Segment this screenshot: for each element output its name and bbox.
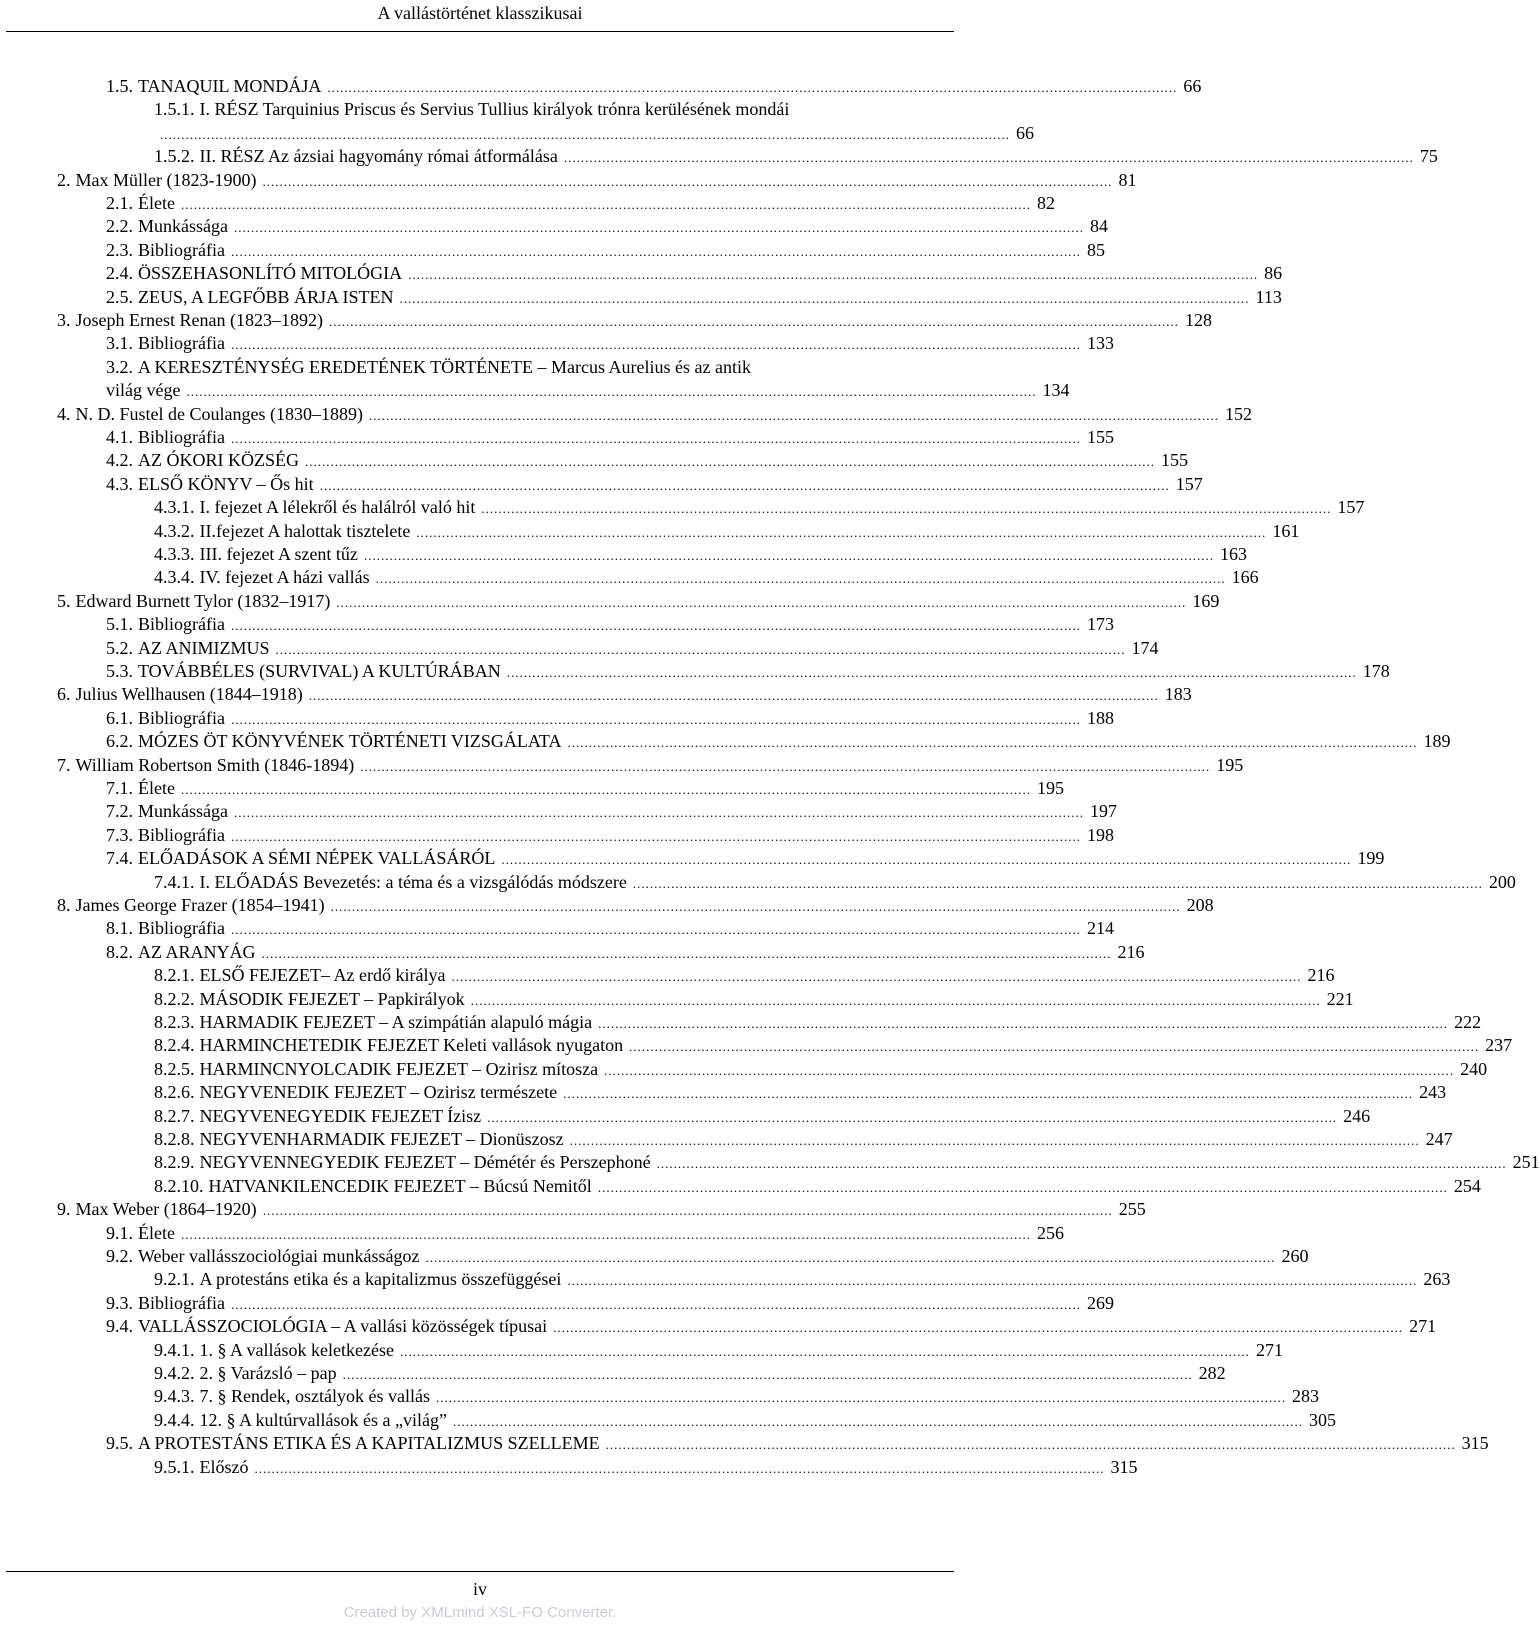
toc-dot-leader: ........................................................................................................................................................................................................ bbox=[604, 1063, 1455, 1078]
toc-entry-number: 2.1. bbox=[106, 193, 133, 213]
toc-entry-page: 82 bbox=[1036, 193, 1055, 213]
toc-entry[interactable] bbox=[154, 121, 1034, 145]
toc-entry-page: 246 bbox=[1343, 1106, 1371, 1126]
toc-dot-leader: ........................................................................................................................................................................................................ bbox=[363, 548, 1214, 563]
toc-entry[interactable] bbox=[57, 1197, 1146, 1221]
toc-entry-title: NEGYVENEDIK FEJEZET – Ozirisz természete bbox=[199, 1082, 558, 1102]
toc-dot-leader: ........................................................................................................................................................................................................ bbox=[598, 1016, 1449, 1031]
toc-entry-number: 7.2. bbox=[106, 801, 133, 821]
toc-entry-page: 240 bbox=[1460, 1059, 1488, 1079]
toc-entry[interactable] bbox=[57, 682, 1192, 706]
toc-entry[interactable] bbox=[154, 1455, 1138, 1479]
page-number: iv bbox=[472, 1579, 487, 1599]
toc-entry-number: 9.1. bbox=[106, 1223, 133, 1243]
toc-entry-title: AZ ANIMIZMUS bbox=[138, 638, 270, 658]
toc-entry[interactable] bbox=[57, 589, 1220, 613]
toc-entry-page: 260 bbox=[1281, 1246, 1309, 1266]
toc-entry-number: 8.2. bbox=[106, 942, 133, 962]
toc-entry-title: 1. § A vallások keletkezése bbox=[199, 1340, 394, 1360]
toc-entry-number: 4. bbox=[57, 404, 71, 424]
toc-entry-number: 1.5.1. bbox=[154, 99, 195, 119]
toc-entry[interactable] bbox=[106, 378, 1070, 402]
toc-dot-leader: ........................................................................................................................................................................................................ bbox=[416, 525, 1267, 540]
toc-entry-number: 2.5. bbox=[106, 287, 133, 307]
toc-entry-title: Bibliográfia bbox=[138, 825, 225, 845]
toc-entry-number: 7.1. bbox=[106, 778, 133, 798]
toc-dot-leader: ........................................................................................................................................................................................................ bbox=[399, 1344, 1250, 1359]
toc-entry-number: 8.2.6. bbox=[154, 1082, 195, 1102]
toc-dot-leader: ........................................................................................................................................................................................................ bbox=[487, 1110, 1338, 1125]
toc-entry-number: 5.2. bbox=[106, 638, 133, 658]
toc-entry-title: Munkássága bbox=[138, 216, 228, 236]
toc-dot-leader: ........................................................................................................................................................................................................ bbox=[160, 127, 1010, 142]
toc-entry-page: 155 bbox=[1086, 427, 1114, 447]
toc-entry-page: 263 bbox=[1423, 1269, 1451, 1289]
toc-entry-title: AZ ARANYÁG bbox=[138, 942, 256, 962]
toc-entry[interactable] bbox=[106, 448, 1188, 472]
toc-entry[interactable] bbox=[154, 870, 1516, 894]
toc-entry-page: 157 bbox=[1337, 497, 1365, 517]
toc-entry[interactable] bbox=[106, 1291, 1114, 1315]
toc-dot-leader: ........................................................................................................................................................................................................ bbox=[569, 1133, 1420, 1148]
toc-entry-title: Weber vallásszociológiai munkásságoz bbox=[138, 1246, 420, 1266]
toc-entry-title: VALLÁSSZOCIOLÓGIA – A vallási közösségek típusai bbox=[138, 1316, 548, 1336]
toc-entry-title: II. RÉSZ Az ázsiai hagyomány római átformálása bbox=[199, 146, 558, 166]
toc-dot-leader: ........................................................................................................................................................................................................ bbox=[233, 220, 1084, 235]
toc-entry[interactable] bbox=[154, 1384, 1319, 1408]
toc-entry[interactable] bbox=[106, 425, 1114, 449]
toc-entry-title: Bibliográfia bbox=[138, 708, 225, 728]
toc-entry-page: 200 bbox=[1488, 872, 1516, 892]
toc-entry[interactable] bbox=[106, 214, 1108, 238]
toc-entry[interactable] bbox=[154, 144, 1438, 168]
toc-entry-page: 254 bbox=[1453, 1176, 1481, 1196]
toc-entry-number: 5.1. bbox=[106, 614, 133, 634]
toc-entry-number: 9.2. bbox=[106, 1246, 133, 1266]
toc-entry-title: William Robertson Smith (1846-1894) bbox=[75, 755, 355, 775]
toc-entry-number: 9.5.1. bbox=[154, 1457, 195, 1477]
toc-entry-page: 282 bbox=[1198, 1363, 1226, 1383]
toc-dot-leader: ........................................................................................................................................................................................................ bbox=[261, 946, 1112, 961]
toc-entry-page: 256 bbox=[1036, 1223, 1064, 1243]
toc-entry-page: 198 bbox=[1086, 825, 1114, 845]
toc-dot-leader: ........................................................................................................................................................................................................ bbox=[230, 712, 1081, 727]
toc-dot-leader: ........................................................................................................................................................................................................ bbox=[230, 829, 1081, 844]
toc-dot-leader: ........................................................................................................................................................................................................ bbox=[230, 337, 1081, 352]
toc-dot-leader: ........................................................................................................................................................................................................ bbox=[233, 805, 1084, 820]
toc-entry-number: 4.2. bbox=[106, 450, 133, 470]
toc-dot-leader: ........................................................................................................................................................................................................ bbox=[656, 1156, 1507, 1171]
toc-dot-leader: ........................................................................................................................................................................................................ bbox=[262, 174, 1113, 189]
toc-entry-page: 222 bbox=[1454, 1012, 1482, 1032]
toc-entry-title: A KERESZTÉNYSÉG EREDETÉNEK TÖRTÉNETE – Marcus Aurelius és az antik bbox=[138, 357, 751, 377]
toc-entry-page: 255 bbox=[1118, 1199, 1146, 1219]
toc-dot-leader: ........................................................................................................................................................................................................ bbox=[605, 1437, 1456, 1452]
toc-entry[interactable] bbox=[106, 355, 864, 379]
toc-entry-title: HARMADIK FEJEZET – A szimpátián alapuló mágia bbox=[199, 1012, 593, 1032]
generator-credit: Created by XMLmind XSL-FO Converter. bbox=[343, 1604, 617, 1621]
toc-entry[interactable] bbox=[154, 519, 1300, 543]
toc-dot-leader: ........................................................................................................................................................................................................ bbox=[629, 1039, 1480, 1054]
toc-entry-number: 1.5. bbox=[106, 76, 133, 96]
toc-entry-number: 4.1. bbox=[106, 427, 133, 447]
toc-dot-leader: ........................................................................................................................................................................................................ bbox=[328, 314, 1179, 329]
toc-entry[interactable] bbox=[154, 1127, 1453, 1151]
toc-dot-leader: ........................................................................................................................................................................................................ bbox=[186, 384, 1037, 399]
toc-entry-title: Előszó bbox=[199, 1457, 249, 1477]
toc-entry-title: Edward Burnett Tylor (1832–1917) bbox=[75, 591, 331, 611]
toc-entry-title: Bibliográfia bbox=[138, 333, 225, 353]
toc-entry-page: 81 bbox=[1118, 170, 1137, 190]
toc-entry-title: világ vége bbox=[106, 380, 181, 400]
toc-dot-leader: ........................................................................................................................................................................................................ bbox=[275, 642, 1126, 657]
toc-entry-title: NEGYVENHARMADIK FEJEZET – Dionüszosz bbox=[199, 1129, 564, 1149]
toc-entry-number: 9.4. bbox=[106, 1316, 133, 1336]
toc-entry-title: I. fejezet A lélekről és halálról való hit bbox=[199, 497, 476, 517]
toc-dot-leader: ........................................................................................................................................................................................................ bbox=[308, 688, 1159, 703]
toc-dot-leader: ........................................................................................................................................................................................................ bbox=[180, 1227, 1031, 1242]
toc-entry-number: 8.2.9. bbox=[154, 1152, 195, 1172]
toc-dot-leader: ........................................................................................................................................................................................................ bbox=[501, 852, 1352, 867]
toc-entry-title: Joseph Ernest Renan (1823–1892) bbox=[75, 310, 323, 330]
toc-entry[interactable] bbox=[154, 1010, 1482, 1034]
toc-entry-number: 8.2.10. bbox=[154, 1176, 204, 1196]
toc-entry[interactable] bbox=[57, 893, 1214, 917]
toc-entry-number: 8.2.4. bbox=[154, 1035, 195, 1055]
toc-entry[interactable] bbox=[154, 1057, 1488, 1081]
toc-dot-leader: ........................................................................................................................................................................................................ bbox=[230, 244, 1081, 259]
toc-entry[interactable] bbox=[106, 1314, 1437, 1338]
toc-entry[interactable] bbox=[154, 1174, 1481, 1198]
toc-entry-page: 195 bbox=[1036, 778, 1064, 798]
toc-entry[interactable] bbox=[154, 565, 1259, 589]
toc-entry-number: 2.4. bbox=[106, 263, 133, 283]
toc-entry-number: 7.4. bbox=[106, 848, 133, 868]
toc-entry[interactable] bbox=[106, 74, 1202, 98]
toc-entry-page: 155 bbox=[1161, 450, 1188, 470]
toc-entry-title: Bibliográfia bbox=[138, 240, 225, 260]
toc-dot-leader: ........................................................................................................................................................................................................ bbox=[567, 735, 1418, 750]
toc-entry[interactable] bbox=[106, 729, 1451, 753]
running-header bbox=[0, 0, 960, 31]
toc-dot-leader: ........................................................................................................................................................................................................ bbox=[305, 454, 1155, 469]
toc-entry-number: 3.1. bbox=[106, 333, 133, 353]
toc-entry-title: 2. § Varázsló – pap bbox=[199, 1363, 337, 1383]
toc-entry-page: 133 bbox=[1086, 333, 1114, 353]
toc-entry-page: 134 bbox=[1042, 380, 1070, 400]
toc-entry-number: 6.2. bbox=[106, 731, 133, 751]
toc-entry-title: III. fejezet A szent tűz bbox=[199, 544, 358, 564]
toc-entry[interactable] bbox=[57, 753, 1244, 777]
toc-entry[interactable] bbox=[106, 331, 1114, 355]
toc-entry[interactable] bbox=[154, 987, 1354, 1011]
toc-entry-number: 5. bbox=[57, 591, 71, 611]
toc-entry-page: 189 bbox=[1423, 731, 1451, 751]
toc-dot-leader: ........................................................................................................................................................................................................ bbox=[180, 197, 1031, 212]
toc-entry-title: TOVÁBBÉLES (SURVIVAL) A KULTÚRÁBAN bbox=[138, 661, 501, 681]
toc-entry[interactable] bbox=[106, 285, 1282, 309]
toc-entry-number: 9.2.1. bbox=[154, 1269, 195, 1289]
toc-entry[interactable] bbox=[154, 542, 1247, 566]
toc-dot-leader: ........................................................................................................................................................................................................ bbox=[330, 899, 1181, 914]
toc-entry-number: 4.3.3. bbox=[154, 544, 195, 564]
toc-entry-page: 85 bbox=[1086, 240, 1105, 260]
toc-dot-leader: ........................................................................................................................................................................................................ bbox=[327, 80, 1178, 95]
toc-entry-page: 178 bbox=[1362, 661, 1390, 681]
toc-entry-title: Bibliográfia bbox=[138, 918, 225, 938]
toc-entry-page: 173 bbox=[1086, 614, 1114, 634]
toc-entry[interactable] bbox=[154, 1033, 1513, 1057]
toc-entry-title: Bibliográfia bbox=[138, 614, 225, 634]
toc-entry-number: 4.3.2. bbox=[154, 521, 195, 541]
toc-entry-number: 8.2.3. bbox=[154, 1012, 195, 1032]
toc-entry-page: 197 bbox=[1089, 801, 1117, 821]
toc-entry-page: 195 bbox=[1216, 755, 1244, 775]
toc-dot-leader: ........................................................................................................................................................................................................ bbox=[375, 571, 1226, 586]
toc-entry-page: 216 bbox=[1117, 942, 1145, 962]
toc-entry-title: Élete bbox=[138, 1223, 175, 1243]
toc-entry[interactable] bbox=[106, 191, 1055, 215]
toc-entry[interactable] bbox=[154, 495, 1365, 519]
toc-entry-title: IV. fejezet A házi vallás bbox=[199, 567, 370, 587]
toc-entry-title: N. D. Fustel de Coulanges (1830–1889) bbox=[75, 404, 363, 424]
toc-entry-number: 9.4.4. bbox=[154, 1410, 195, 1430]
toc-entry-number: 9.4.1. bbox=[154, 1340, 195, 1360]
toc-entry-title: I. ELŐADÁS Bevezetés: a téma és a vizsgálódás módszere bbox=[199, 872, 627, 892]
toc-entry-page: 243 bbox=[1419, 1082, 1447, 1102]
toc-entry[interactable] bbox=[106, 1244, 1309, 1268]
toc-entry-title: HATVANKILENCEDIK FEJEZET – Búcsú Nemitől bbox=[208, 1176, 592, 1196]
toc-entry-title: HARMINCNYOLCADIK FEJEZET – Ozirisz mítosza bbox=[199, 1059, 599, 1079]
toc-entry-number: 4.3.4. bbox=[154, 567, 195, 587]
toc-dot-leader: ........................................................................................................................................................................................................ bbox=[425, 1250, 1276, 1265]
toc-entry-title: Max Weber (1864–1920) bbox=[75, 1199, 257, 1219]
toc-entry-title: Élete bbox=[138, 778, 175, 798]
toc-entry[interactable] bbox=[106, 823, 1114, 847]
toc-entry[interactable] bbox=[106, 799, 1117, 823]
toc-entry[interactable] bbox=[154, 1104, 1371, 1128]
toc-entry[interactable] bbox=[106, 1431, 1489, 1455]
toc-entry-page: 169 bbox=[1192, 591, 1220, 611]
toc-entry-title: 12. § A kultúrvallások és a „világ” bbox=[199, 1410, 447, 1430]
toc-dot-leader: ........................................................................................................................................................................................................ bbox=[230, 1297, 1081, 1312]
toc-entry-page: 214 bbox=[1086, 918, 1114, 938]
toc-dot-leader: ........................................................................................................................................................................................................ bbox=[451, 969, 1302, 984]
toc-entry-page: 315 bbox=[1110, 1457, 1138, 1477]
toc-dot-leader: ........................................................................................................................................................................................................ bbox=[342, 1367, 1193, 1382]
toc-entry-number: 2. bbox=[57, 170, 71, 190]
toc-dot-leader: ........................................................................................................................................................................................................ bbox=[336, 595, 1187, 610]
toc-dot-leader: ........................................................................................................................................................................................................ bbox=[452, 1414, 1303, 1429]
toc-entry-title: AZ ÓKORI KÖZSÉG bbox=[138, 450, 299, 470]
toc-entry[interactable] bbox=[106, 612, 1114, 636]
toc-entry-page: 128 bbox=[1184, 310, 1212, 330]
toc-entry-number: 9.4.2. bbox=[154, 1363, 195, 1383]
toc-entry-number: 4.3.1. bbox=[154, 497, 195, 517]
toc-entry-page: 216 bbox=[1307, 965, 1335, 985]
toc-entry-page: 283 bbox=[1291, 1386, 1319, 1406]
toc-dot-leader: ........................................................................................................................................................................................................ bbox=[230, 618, 1081, 633]
toc-entry-page: 152 bbox=[1224, 404, 1252, 424]
toc-entry-page: 251 bbox=[1512, 1152, 1540, 1172]
toc-dot-leader: ........................................................................................................................................................................................................ bbox=[368, 408, 1219, 423]
toc-entry-number: 7. bbox=[57, 755, 71, 775]
toc-entry[interactable] bbox=[154, 1361, 1226, 1385]
toc-entry-title: ELŐADÁSOK A SÉMI NÉPEK VALLÁSÁRÓL bbox=[138, 848, 496, 868]
toc-entry-title: Max Müller (1823-1900) bbox=[75, 170, 257, 190]
toc-entry[interactable] bbox=[57, 308, 1212, 332]
toc-entry-number: 2.2. bbox=[106, 216, 133, 236]
toc-entry-page: 305 bbox=[1308, 1410, 1336, 1430]
toc-dot-leader: ........................................................................................................................................................................................................ bbox=[230, 431, 1081, 446]
toc-entry-page: 315 bbox=[1461, 1433, 1489, 1453]
toc-entry-page: 221 bbox=[1326, 989, 1354, 1009]
toc-entry[interactable] bbox=[106, 636, 1159, 660]
toc-dot-leader: ........................................................................................................................................................................................................ bbox=[481, 501, 1332, 516]
toc-entry-page: 66 bbox=[1183, 76, 1202, 96]
toc-entry-page: 271 bbox=[1255, 1340, 1283, 1360]
toc-entry[interactable] bbox=[106, 1221, 1064, 1245]
toc-entry[interactable] bbox=[154, 1150, 1540, 1174]
toc-entry-number: 4.3. bbox=[106, 474, 133, 494]
toc-dot-leader: ........................................................................................................................................................................................................ bbox=[408, 267, 1259, 282]
toc-entry[interactable] bbox=[106, 940, 1145, 964]
toc-entry-title: ÖSSZEHASONLÍTÓ MITOLÓGIA bbox=[138, 263, 403, 283]
toc-entry-number: 8.2.5. bbox=[154, 1059, 195, 1079]
footer-divider bbox=[6, 1571, 954, 1572]
toc-entry[interactable] bbox=[154, 1080, 1447, 1104]
toc-entry-title: ELSŐ FEJEZET– Az erdő királya bbox=[199, 965, 446, 985]
toc-entry-page: 84 bbox=[1089, 216, 1108, 236]
toc-entry-page: 271 bbox=[1409, 1316, 1437, 1336]
toc-entry-page: 188 bbox=[1086, 708, 1114, 728]
toc-dot-leader: ........................................................................................................................................................................................................ bbox=[597, 1180, 1448, 1195]
toc-entry-title: ELSŐ KÖNYV – Ős hit bbox=[138, 474, 314, 494]
toc-entry-title: HARMINCHETEDIK FEJEZET Keleti vallások nyugaton bbox=[199, 1035, 624, 1055]
toc-dot-leader: ........................................................................................................................................................................................................ bbox=[563, 150, 1414, 165]
toc-entry-number: 9.3. bbox=[106, 1293, 133, 1313]
toc-entry-title: Munkássága bbox=[138, 801, 228, 821]
toc-entry-number: 7.4.1. bbox=[154, 872, 195, 892]
toc-dot-leader: ........................................................................................................................................................................................................ bbox=[553, 1320, 1404, 1335]
toc-entry[interactable] bbox=[106, 706, 1114, 730]
toc-entry-number: 5.3. bbox=[106, 661, 133, 681]
toc-dot-leader: ........................................................................................................................................................................................................ bbox=[319, 478, 1170, 493]
toc-dot-leader: ........................................................................................................................................................................................................ bbox=[230, 922, 1081, 937]
toc-entry-number: 8.2.8. bbox=[154, 1129, 195, 1149]
toc-entry-title: Bibliográfia bbox=[138, 427, 225, 447]
toc-entry-title: A protestáns etika és a kapitalizmus összefüggései bbox=[199, 1269, 562, 1289]
toc-entry-title: A PROTESTÁNS ETIKA ÉS A KAPITALIZMUS SZELLEME bbox=[138, 1433, 600, 1453]
toc-entry-title: NEGYVENEGYEDIK FEJEZET Ízisz bbox=[199, 1106, 482, 1126]
toc-entry-number: 8.1. bbox=[106, 918, 133, 938]
toc-entry-page: 237 bbox=[1485, 1035, 1513, 1055]
toc-dot-leader: ........................................................................................................................................................................................................ bbox=[399, 291, 1250, 306]
toc-entry[interactable] bbox=[106, 846, 1385, 870]
toc-entry-page: 174 bbox=[1131, 638, 1159, 658]
toc-entry-number: 3.2. bbox=[106, 357, 133, 377]
toc-entry-page: 86 bbox=[1264, 263, 1283, 283]
toc-entry-title: II.fejezet A halottak tisztelete bbox=[199, 521, 411, 541]
toc-entry[interactable] bbox=[106, 659, 1390, 683]
toc-entry[interactable] bbox=[154, 1338, 1283, 1362]
toc-entry[interactable] bbox=[57, 168, 1137, 192]
toc-dot-leader: ........................................................................................................................................................................................................ bbox=[254, 1461, 1105, 1476]
toc-entry[interactable] bbox=[106, 238, 1105, 262]
toc-entry-title: TANAQUIL MONDÁJA bbox=[138, 76, 322, 96]
toc-entry-number: 3. bbox=[57, 310, 71, 330]
toc-entry[interactable] bbox=[106, 776, 1064, 800]
toc-dot-leader: ........................................................................................................................................................................................................ bbox=[470, 993, 1321, 1008]
toc-entry-page: 166 bbox=[1231, 567, 1259, 587]
toc-entry[interactable] bbox=[57, 402, 1252, 426]
toc-entry-page: 269 bbox=[1086, 1293, 1114, 1313]
toc-dot-leader: ........................................................................................................................................................................................................ bbox=[506, 665, 1357, 680]
toc-entry-page: 157 bbox=[1175, 474, 1203, 494]
toc-entry-page: 247 bbox=[1425, 1129, 1453, 1149]
toc-dot-leader: ........................................................................................................................................................................................................ bbox=[567, 1273, 1418, 1288]
toc-entry-title: ZEUS, A LEGFŐBB ÁRJA ISTEN bbox=[138, 287, 394, 307]
toc-dot-leader: ........................................................................................................................................................................................................ bbox=[180, 782, 1031, 797]
toc-entry-number: 2.3. bbox=[106, 240, 133, 260]
toc-entry-title: Élete bbox=[138, 193, 175, 213]
toc-dot-leader: ........................................................................................................................................................................................................ bbox=[360, 759, 1211, 774]
toc-entry-number: 1.5.2. bbox=[154, 146, 195, 166]
header-divider bbox=[6, 31, 954, 32]
toc-dot-leader: ........................................................................................................................................................................................................ bbox=[435, 1390, 1286, 1405]
toc-entry-title: 7. § Rendek, osztályok és vallás bbox=[199, 1386, 430, 1406]
toc-entry-page: 163 bbox=[1219, 544, 1247, 564]
toc-entry[interactable] bbox=[106, 261, 1283, 285]
toc-entry-number: 8.2.2. bbox=[154, 989, 195, 1009]
toc-entry-title: MÁSODIK FEJEZET – Papkirályok bbox=[199, 989, 465, 1009]
toc-entry[interactable] bbox=[154, 97, 864, 121]
toc-entry-number: 9.5. bbox=[106, 1433, 133, 1453]
toc-entry-title: MÓZES ÖT KÖNYVÉNEK TÖRTÉNETI VIZSGÁLATA bbox=[138, 731, 562, 751]
toc-entry-number: 8.2.1. bbox=[154, 965, 195, 985]
toc-entry-number: 9. bbox=[57, 1199, 71, 1219]
toc-entry[interactable] bbox=[154, 963, 1335, 987]
toc-entry[interactable] bbox=[154, 1408, 1336, 1432]
toc-entry-page: 161 bbox=[1272, 521, 1300, 541]
toc-entry-page: 66 bbox=[1016, 123, 1034, 143]
toc-entry-page: 75 bbox=[1419, 146, 1438, 166]
toc-entry[interactable] bbox=[106, 472, 1203, 496]
toc-entry-page: 208 bbox=[1186, 895, 1214, 915]
toc-entry[interactable] bbox=[154, 1267, 1451, 1291]
toc-entry-title: James George Frazer (1854–1941) bbox=[75, 895, 325, 915]
toc-entry-page: 183 bbox=[1164, 684, 1192, 704]
toc-entry-number: 8. bbox=[57, 895, 71, 915]
toc-entry-title: Julius Wellhausen (1844–1918) bbox=[75, 684, 303, 704]
toc-entry-number: 6. bbox=[57, 684, 71, 704]
toc-entry[interactable] bbox=[106, 916, 1114, 940]
toc-entry-number: 6.1. bbox=[106, 708, 133, 728]
running-header-title: A vallástörténet klasszikusai bbox=[377, 3, 583, 23]
toc-dot-leader: ........................................................................................................................................................................................................ bbox=[262, 1203, 1113, 1218]
toc-entry-title: Bibliográfia bbox=[138, 1293, 225, 1313]
toc-entry-number: 7.3. bbox=[106, 825, 133, 845]
toc-entry-page: 199 bbox=[1357, 848, 1385, 868]
toc-entry-number: 8.2.7. bbox=[154, 1106, 195, 1126]
toc-entry-number: 9.4.3. bbox=[154, 1386, 195, 1406]
toc-dot-leader: ........................................................................................................................................................................................................ bbox=[632, 876, 1483, 891]
toc-entry-title: NEGYVENNEGYEDIK FEJEZET – Démétér és Perszephoné bbox=[199, 1152, 651, 1172]
toc-entry-page: 113 bbox=[1255, 287, 1282, 307]
toc-dot-leader: ........................................................................................................................................................................................................ bbox=[563, 1086, 1414, 1101]
toc-entry-title: I. RÉSZ Tarquinius Priscus és Servius Tullius királyok trónra kerülésének mondái bbox=[199, 99, 790, 119]
